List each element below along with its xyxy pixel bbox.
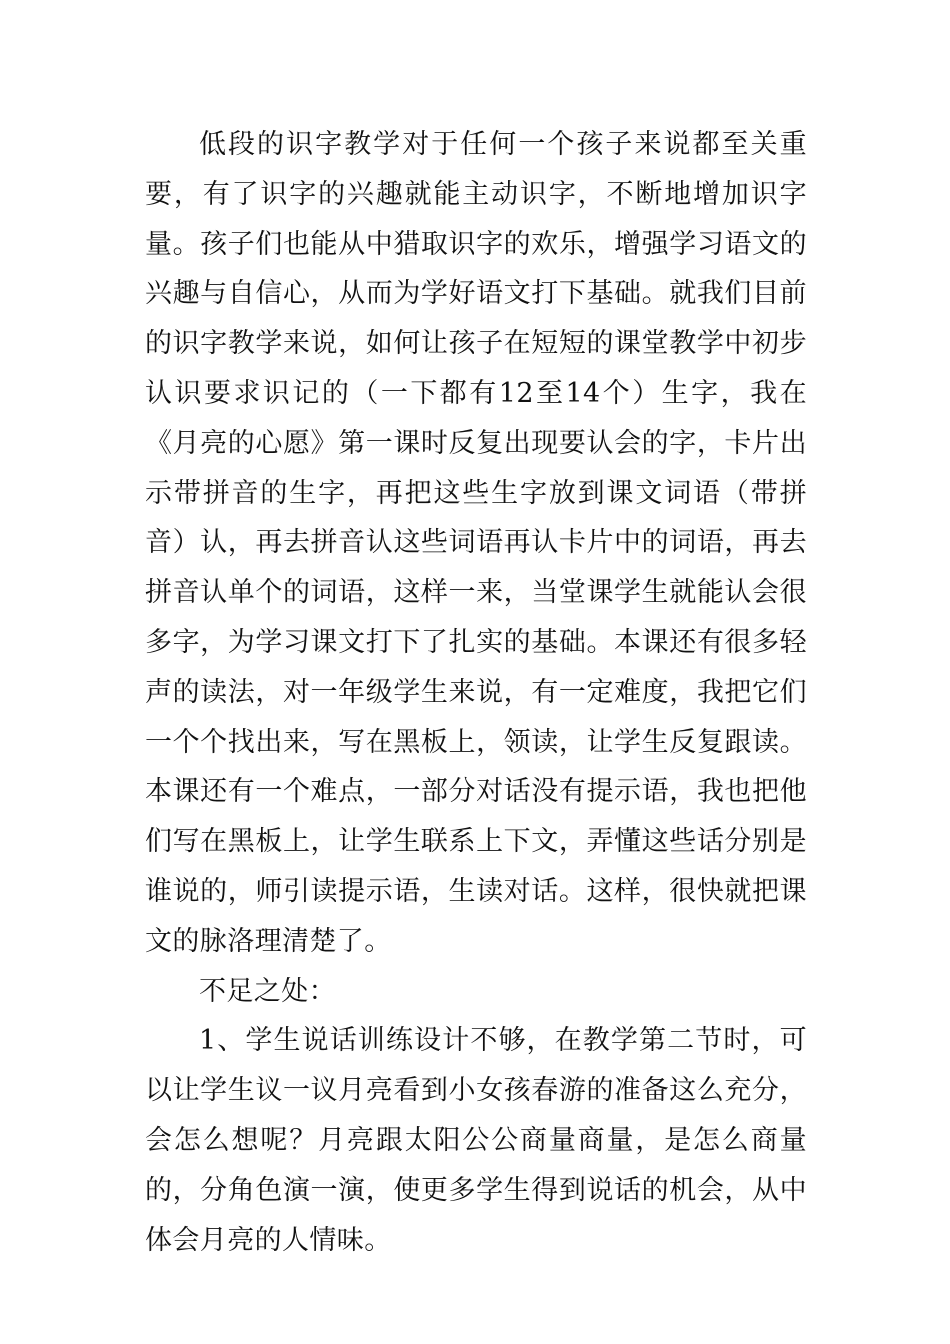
paragraph-shortcomings-heading: 不足之处： bbox=[199, 975, 336, 1007]
paragraph-literacy-teaching: 低段的识字教学对于任何一个孩子来说都至关重要，有了识字的兴趣就能主动识字，不断地增加识字量。孩子们也能从中猎取识字的欢乐，增强学习语文的兴趣与自信心，从而为学好语文打下基础。就我们目前的识字教学来说，如何让孩子在短短的课堂教学中初步认识要求识记的（一下都有12至14个）生字，我在《月亮的心愿》第一课时反复出现要认会的字，卡片出示带拼音的生字，再把这些生字放到课文词语（带拼音）认，再去拼音认这些词语再认卡片中的词语，再去拼音认单个的词语，这样一来，当堂课学生就能认会很多字，为学习课文打下了扎实的基础。本课还有很多轻声的读法，对一年级学生来说，有一定难度，我把它们一个个找出来，写在黑板上，领读，让学生反复跟读。本课还有一个难点，一部分对话没有提示语，我也把他们写在黑板上，让学生联系上下文，弄懂这些话分别是谁说的，师引读提示语，生读对话。这样，很快就把课文的脉洛理清楚了。 bbox=[145, 129, 807, 957]
document-body bbox=[145, 120, 807, 1265]
paragraph-shortcoming-1: 1、学生说话训练设计不够，在教学第二节时，可以让学生议一议月亮看到小女孩春游的准备这么充分，会怎么想呢？月亮跟太阳公公商量商量，是怎么商量的，分角色演一演，使更多学生得到说话的机会，从中体会月亮的人情味。 bbox=[145, 1025, 807, 1256]
